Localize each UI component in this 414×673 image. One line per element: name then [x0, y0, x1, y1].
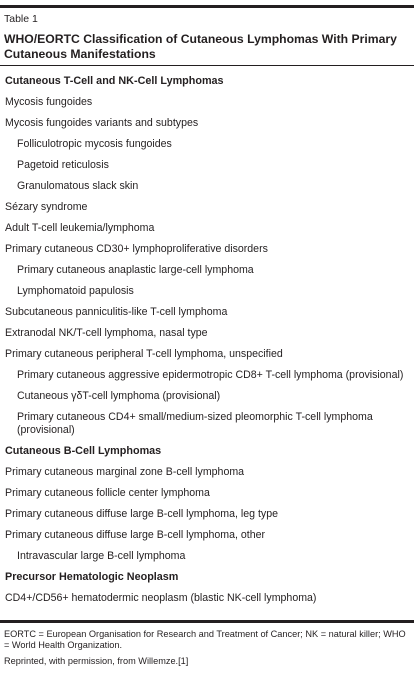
table-row-item	[0, 218, 414, 239]
row-text: Mycosis fungoides variants and subtypes	[5, 117, 199, 129]
table-row-item	[0, 588, 414, 609]
row-text: Primary cutaneous anaplastic large-cell lymphoma	[17, 264, 254, 276]
table-title: WHO/EORTC Classification of Cutaneous Lymphomas With Primary Cutaneous Manifestations	[4, 32, 397, 61]
table-row-item	[0, 525, 414, 546]
row-text: Intravascular large B-cell lymphoma	[17, 550, 186, 562]
top-rule	[0, 5, 414, 8]
table-row-subitem	[0, 365, 414, 386]
table-row-item	[0, 239, 414, 260]
row-text: Extranodal NK/T-cell lymphoma, nasal type	[5, 327, 208, 339]
row-text: Cutaneous γδT-cell lymphoma (provisional)	[17, 390, 221, 402]
row-text: Primary cutaneous marginal zone B-cell lymphoma	[5, 466, 245, 478]
row-text: Primary cutaneous follicle center lymphoma	[5, 487, 210, 499]
table-row-item	[0, 462, 414, 483]
row-text: Sézary syndrome	[5, 201, 88, 213]
row-text: Adult T-cell leukemia/lymphoma	[5, 222, 155, 234]
title-rule	[0, 65, 414, 66]
table-label: Table 1	[4, 13, 38, 25]
row-text: CD4+/CD56+ hematodermic neoplasm (blastic NK-cell lymphoma)	[5, 592, 317, 604]
row-text: Primary cutaneous diffuse large B-cell lymphoma, other	[5, 529, 266, 541]
table-row-subitem	[0, 176, 414, 197]
row-text: Mycosis fungoides	[5, 96, 93, 108]
table-footnote: EORTC = European Organisation for Research and Treatment of Cancer; NK = natural killer; WHO = World Health Organization.	[4, 629, 406, 650]
row-text: Primary cutaneous CD4+ small/medium-sized pleomorphic T-cell lymphoma (provisional)	[17, 411, 373, 436]
table-row-item	[0, 483, 414, 504]
table-row-subitem	[0, 281, 414, 302]
table-row-item	[0, 344, 414, 365]
section-heading	[0, 71, 414, 92]
row-text: Cutaneous B-Cell Lymphomas	[5, 445, 162, 457]
row-text: Primary cutaneous peripheral T-cell lymphoma, unspecified	[5, 348, 283, 360]
table-row-item	[0, 302, 414, 323]
row-text: Granulomatous slack skin	[17, 180, 139, 192]
row-text: Cutaneous T-Cell and NK-Cell Lymphomas	[5, 75, 224, 87]
row-text: Primary cutaneous aggressive epidermotropic CD8+ T-cell lymphoma (provisional)	[17, 369, 404, 381]
row-text: Precursor Hematologic Neoplasm	[5, 571, 179, 583]
bottom-rule	[0, 620, 414, 623]
table-row-subitem	[0, 260, 414, 281]
table-row-subitem	[0, 155, 414, 176]
table-row-subitem	[0, 134, 414, 155]
row-text: Pagetoid reticulosis	[17, 159, 109, 171]
row-text: Primary cutaneous diffuse large B-cell lymphoma, leg type	[5, 508, 279, 520]
reprint-note: Reprinted, with permission, from Willemze.[1]	[4, 656, 189, 666]
row-text: Lymphomatoid papulosis	[17, 285, 134, 297]
table-row-subitem	[0, 407, 414, 441]
section-heading	[0, 441, 414, 462]
row-text: Folliculotropic mycosis fungoides	[17, 138, 172, 150]
table-row-item	[0, 323, 414, 344]
table-row-item	[0, 92, 414, 113]
table-row-subitem	[0, 546, 414, 567]
table-row-subitem	[0, 386, 414, 407]
row-text: Subcutaneous panniculitis-like T-cell lymphoma	[5, 306, 228, 318]
section-heading	[0, 567, 414, 588]
row-text: Primary cutaneous CD30+ lymphoproliferative disorders	[5, 243, 268, 255]
table-row-item	[0, 197, 414, 218]
table-row-item	[0, 504, 414, 525]
table-row-item	[0, 113, 414, 134]
table-body	[0, 71, 414, 609]
